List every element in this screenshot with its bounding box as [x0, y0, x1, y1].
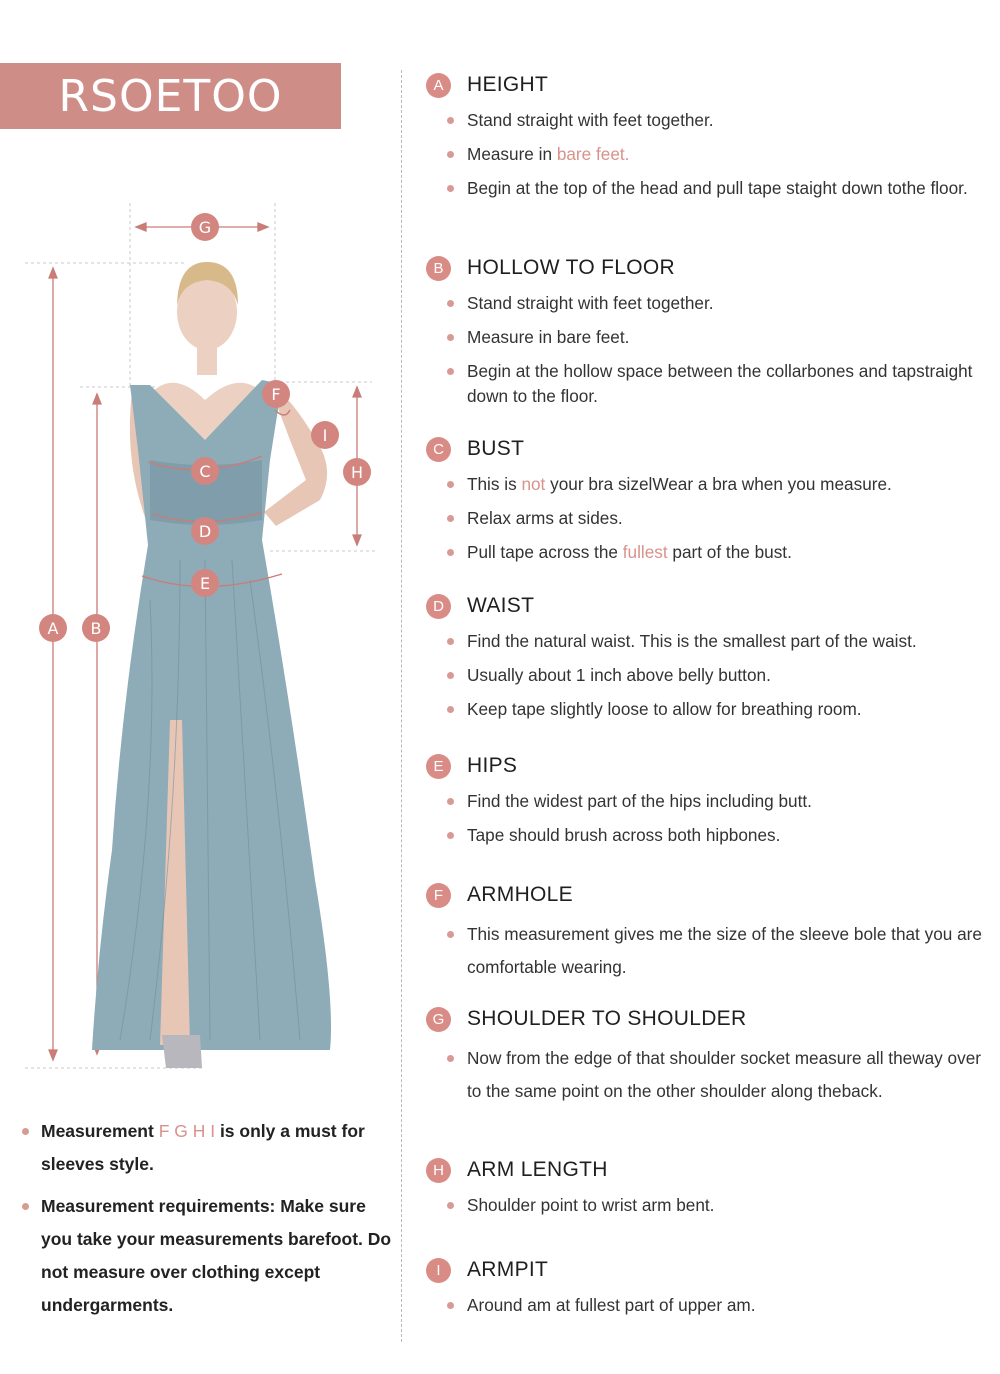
- list-item: Begin at the top of the head and pull tape staight down tothe floor.: [426, 176, 996, 201]
- letter-badge: A: [426, 73, 451, 98]
- section-arm-length: [426, 1155, 996, 1227]
- letter-badge: F: [426, 883, 451, 908]
- list-item: Stand straight with feet together.: [426, 291, 996, 316]
- list-item: Shoulder point to wrist arm bent.: [426, 1193, 996, 1218]
- letter-badge: D: [426, 594, 451, 619]
- section-armpit: [426, 1255, 996, 1327]
- list-item: Find the widest part of the hips including butt.: [426, 789, 996, 814]
- section-title: ARMHOLE: [467, 883, 573, 906]
- list-item: Usually about 1 inch above belly button.: [426, 663, 996, 688]
- letter-badge: B: [426, 256, 451, 281]
- svg-text:H: H: [350, 463, 364, 482]
- list-item: Around am at fullest part of upper am.: [426, 1293, 996, 1318]
- bullet-dot: [22, 1128, 29, 1135]
- section-armhole: [426, 880, 996, 984]
- list-item: This is not your bra sizelWear a bra when you measure.: [426, 472, 996, 497]
- section-title: HOLLOW TO FLOOR: [467, 256, 675, 279]
- section-hollow-to-floor: [426, 253, 996, 418]
- list-item: Now from the edge of that shoulder socket measure all theway over to the same point on the other shoulder along theback.: [426, 1042, 996, 1108]
- letter-badge: C: [426, 437, 451, 462]
- section-title: BUST: [467, 437, 525, 460]
- list-item: Relax arms at sides.: [426, 506, 996, 531]
- list-item: Keep tape slightly loose to allow for breathing room.: [426, 697, 996, 722]
- list-item: Stand straight with feet together.: [426, 108, 996, 133]
- svg-text:I: I: [322, 426, 328, 445]
- list-item: Tape should brush across both hipbones.: [426, 823, 996, 848]
- section-shoulder-to-shoulder: [426, 1004, 996, 1108]
- svg-text:E: E: [199, 574, 211, 593]
- note-requirements: Measurement requirements: Make sure you take your measurements barefoot. Do not measure over clothing except undergarments.: [22, 1190, 392, 1322]
- svg-text:G: G: [198, 218, 212, 237]
- section-title: SHOULDER TO SHOULDER: [467, 1007, 747, 1030]
- list-item: Pull tape across the fullest part of the bust.: [426, 540, 996, 565]
- svg-text:F: F: [271, 385, 281, 404]
- section-hips: [426, 751, 996, 857]
- svg-text:A: A: [47, 619, 59, 638]
- note-sleeves: Measurement F G H I is only a must for sleeves style.: [22, 1115, 392, 1181]
- bullet-dot: [22, 1203, 29, 1210]
- section-title: WAIST: [467, 594, 535, 617]
- left-notes: [22, 1115, 392, 1331]
- section-title: ARMPIT: [467, 1258, 549, 1281]
- section-title: ARM LENGTH: [467, 1158, 608, 1181]
- section-title: HIPS: [467, 754, 518, 777]
- letter-badge: E: [426, 754, 451, 779]
- svg-text:B: B: [90, 619, 102, 638]
- svg-text:D: D: [198, 522, 212, 541]
- section-waist: [426, 591, 996, 731]
- letter-badge: I: [426, 1258, 451, 1283]
- list-item: Measure in bare feet.: [426, 325, 996, 350]
- list-item: This measurement gives me the size of the sleeve bole that you are comfortable wearing.: [426, 918, 996, 984]
- letter-badge: H: [426, 1158, 451, 1183]
- list-item: Measure in bare feet.: [426, 142, 996, 167]
- letter-badge: G: [426, 1007, 451, 1032]
- list-item: Begin at the hollow space between the collarbones and tapstraight down to the floor.: [426, 359, 996, 409]
- brand-logo: RSOETOO: [0, 63, 341, 129]
- column-divider: [401, 70, 402, 1342]
- model-figure: [92, 262, 331, 1068]
- section-height: [426, 70, 996, 210]
- svg-text:C: C: [199, 462, 211, 481]
- section-bust: [426, 434, 996, 574]
- dress-figure-diagram: [0, 180, 400, 1080]
- section-title: HEIGHT: [467, 73, 549, 96]
- list-item: Find the natural waist. This is the smallest part of the waist.: [426, 629, 996, 654]
